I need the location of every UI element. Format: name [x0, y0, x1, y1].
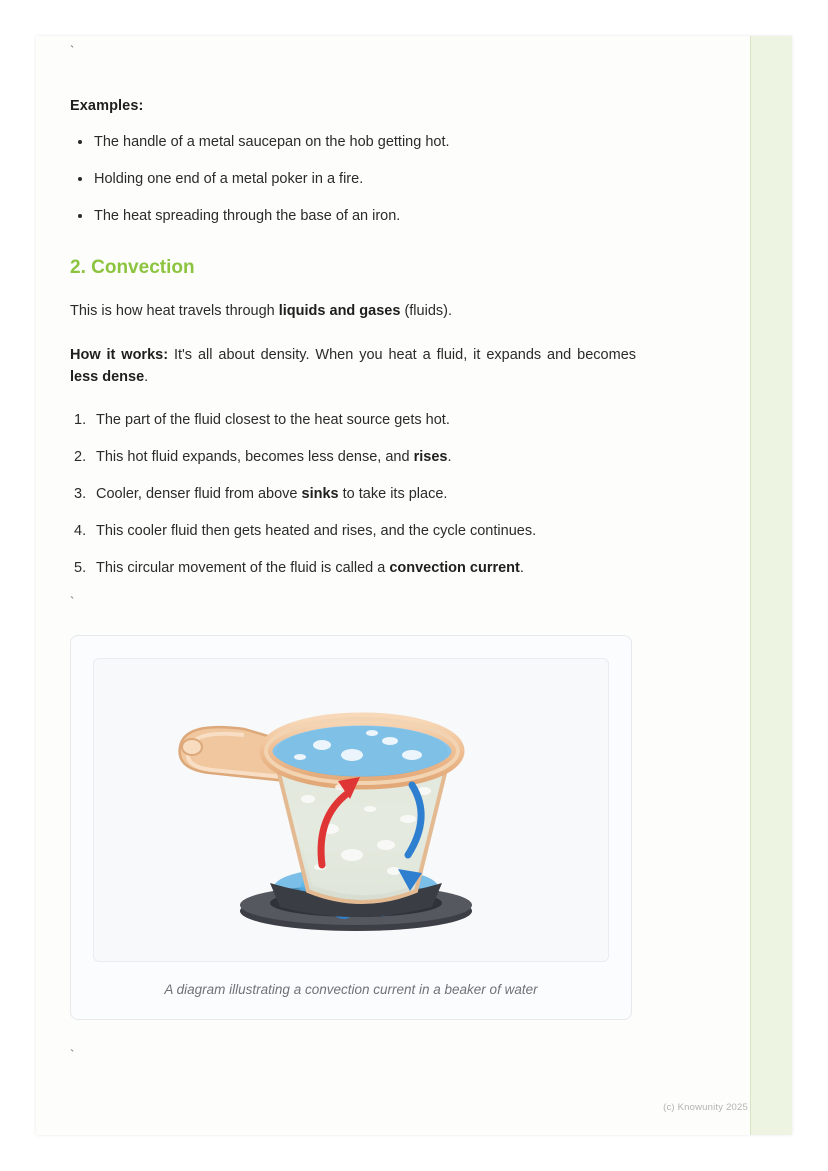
tick-mark-bottom: ` — [70, 1047, 75, 1063]
step-post: . — [519, 560, 524, 577]
list-item: The handle of a metal saucepan on the hob getting hot. — [94, 132, 670, 153]
step-post: . — [447, 449, 452, 466]
list-item — [96, 484, 670, 505]
how-it-works-text-1: It's all about density. When you heat a fluid, it expands and becomes — [168, 346, 637, 363]
tick-mark-middle: ` — [70, 594, 75, 610]
intro-bold: liquids and gases — [278, 303, 401, 320]
tick-mark-top: ` — [70, 43, 75, 58]
step-text: This cooler fluid then gets heated and rises, and the cycle continues. — [96, 523, 537, 540]
convection-steps-list — [70, 410, 670, 579]
section-heading-convection: 2. Convection — [70, 257, 195, 279]
figure-image-frame — [93, 658, 609, 962]
step-text: Cooler, denser fluid from above — [96, 486, 302, 503]
list-item — [96, 558, 670, 579]
intro-suffix: (fluids). — [400, 303, 452, 320]
convection-intro-paragraph — [70, 301, 670, 323]
page-content — [70, 36, 670, 1062]
page-right-edge — [751, 36, 792, 1135]
figure-caption: A diagram illustrating a convection current in a beaker of water — [164, 982, 538, 998]
how-it-works-label: How it works: — [70, 346, 169, 363]
step-text: This hot fluid expands, becomes less dense, and — [96, 449, 414, 466]
list-item: Holding one end of a metal poker in a fire. — [94, 169, 670, 190]
step-bold: sinks — [301, 486, 339, 503]
list-item — [96, 447, 670, 468]
examples-list — [70, 132, 670, 227]
step-post: to take its place. — [338, 486, 448, 503]
step-text: The part of the fluid closest to the heat source gets hot. — [96, 412, 450, 429]
convection-diagram-illustration — [94, 659, 609, 961]
examples-heading: Examples: — [70, 98, 144, 114]
how-it-works-paragraph — [70, 345, 636, 389]
intro-prefix: This is how heat travels through — [70, 303, 279, 320]
step-text: This circular movement of the fluid is called a — [96, 560, 390, 577]
figure-convection-current — [70, 635, 632, 1020]
how-it-works-text-2: . — [144, 368, 149, 385]
copyright-footer: (c) Knowunity 2025 — [663, 1102, 748, 1113]
list-item — [96, 410, 670, 431]
list-item: The heat spreading through the base of an iron. — [94, 206, 670, 227]
list-item — [96, 521, 670, 542]
step-bold: convection current — [389, 560, 520, 577]
step-bold: rises — [413, 449, 448, 466]
document-page — [36, 36, 792, 1135]
how-it-works-bold: less dense — [70, 368, 145, 385]
